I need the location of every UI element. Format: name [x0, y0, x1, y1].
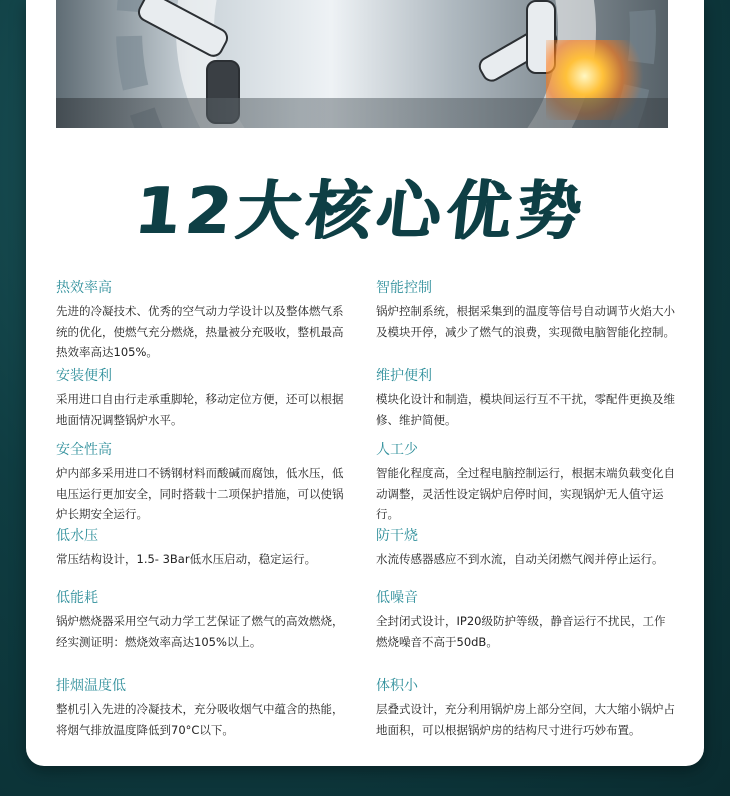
feature-heading: 智能控制	[376, 280, 432, 296]
feature-heading: 低能耗	[56, 590, 98, 606]
feature-item	[376, 588, 676, 652]
feature-text: 采用进口自由行走承重脚轮，移动定位方便，还可以根据地面情况调整锅炉水平。	[56, 392, 344, 427]
feature-text: 全封闭式设计，IP20级防护等级，静音运行不扰民，工作燃烧噪音不高于50dB。	[376, 614, 666, 649]
feature-item	[56, 278, 352, 363]
feature-text: 常压结构设计，1.5- 3Bar低水压启动，稳定运行。	[56, 552, 317, 566]
feature-item	[56, 588, 352, 652]
feature-heading: 体积小	[376, 678, 418, 694]
feature-text: 智能化程度高，全过程电脑控制运行，根据末端负载变化自动调整，灵活性设定锅炉启停时间，实现锅炉无人值守运行。	[376, 466, 675, 521]
feature-heading: 维护便利	[376, 368, 432, 384]
page-title: 12大核心优势	[131, 175, 591, 249]
feature-item	[376, 366, 676, 430]
feature-text: 水流传感器感应不到水流，自动关闭燃气阀并停止运行。	[376, 552, 664, 566]
feature-text: 锅炉控制系统，根据采集到的温度等信号自动调节火焰大小及模块开停，减少了燃气的浪费，实现微电脑智能化控制。	[376, 304, 675, 339]
feature-text: 模块化设计和制造，模块间运行互不干扰，零配件更换及维修、维护简便。	[376, 392, 675, 427]
feature-heading: 排烟温度低	[56, 678, 126, 694]
feature-item	[376, 440, 676, 525]
feature-text: 先进的冷凝技术、优秀的空气动力学设计以及整体燃气系统的优化，使燃气充分燃烧，热量被分充吸收，整机最高热效率高达105%。	[56, 304, 344, 359]
feature-item	[56, 366, 352, 430]
feature-item	[56, 440, 352, 525]
feature-item	[376, 526, 676, 570]
feature-heading: 安全性高	[56, 442, 112, 458]
feature-heading: 安装便利	[56, 368, 112, 384]
feature-text: 整机引入先进的冷凝技术，充分吸收烟气中蕴含的热能，将烟气排放温度降低到70°C以下。	[56, 702, 344, 737]
hero-image	[56, 0, 668, 128]
feature-heading: 防干烧	[376, 528, 418, 544]
feature-text: 层叠式设计，充分利用锅炉房上部分空间，大大缩小锅炉占地面积，可以根据锅炉房的结构尺寸进行巧妙布置。	[376, 702, 675, 737]
feature-heading: 人工少	[376, 442, 418, 458]
feature-text: 炉内部多采用进口不锈钢材料而酸碱而腐蚀，低水压，低电压运行更加安全，同时搭载十二项保护措施，可以使锅炉长期安全运行。	[56, 466, 344, 521]
feature-item	[56, 676, 352, 740]
feature-item	[56, 526, 352, 570]
feature-heading: 低水压	[56, 528, 98, 544]
feature-item	[376, 676, 676, 740]
feature-heading: 低噪音	[376, 590, 418, 606]
feature-heading: 热效率高	[56, 280, 112, 296]
feature-item	[376, 278, 676, 342]
content-card	[26, 0, 704, 766]
feature-text: 锅炉燃烧器采用空气动力学工艺保证了燃气的高效燃烧，经实测证明：燃烧效率高达105%以上。	[56, 614, 344, 649]
